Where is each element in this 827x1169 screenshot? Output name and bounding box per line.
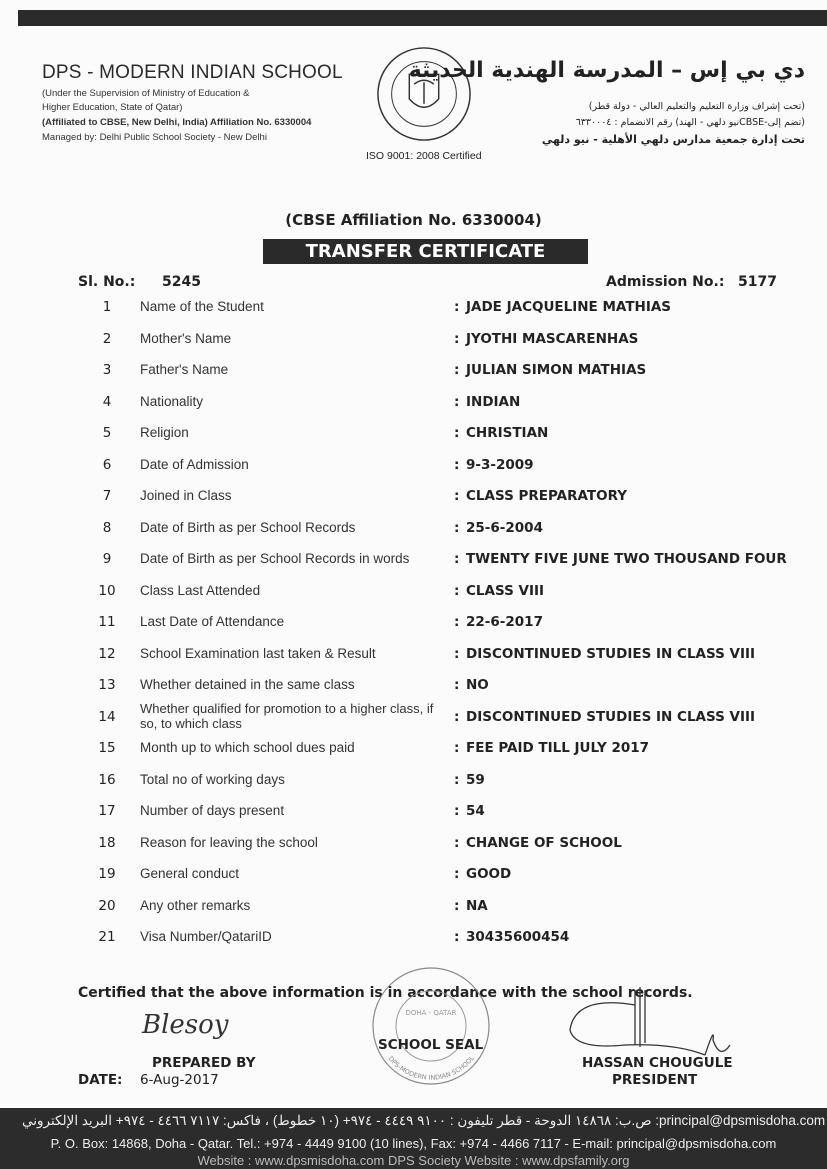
field-number: 2: [102, 330, 112, 347]
field-value: NO: [466, 677, 489, 693]
field-number: 20: [98, 897, 116, 914]
certification-statement: Certified that the above information is in accordance with the school records.: [78, 985, 693, 1001]
field-number: 21: [98, 929, 116, 945]
header-affiliation-line: (Affiliated to CBSE, New Delhi, India) Affiliation No. 6330004: [42, 117, 312, 128]
arabic-sub-line: (تضم إلى-CBSEنيو دلهي - الهند) رقم الانضمام : ٦٣٣٠٠٠٤: [575, 117, 805, 128]
field-label: Religion: [140, 425, 189, 440]
field-label: Any other remarks: [140, 897, 251, 913]
field-label: Reason for leaving the school: [140, 834, 318, 850]
field-value: 9-3-2009: [466, 456, 534, 473]
arabic-sub-line: (تحت إشراف وزارة التعليم والتعليم العالي - دولة قطر): [588, 101, 805, 112]
field-label: Mother's Name: [140, 330, 232, 346]
field-number: 17: [98, 803, 116, 819]
field-row: [0, 425, 827, 456]
field-row: [0, 551, 827, 582]
field-number: 10: [98, 582, 116, 599]
field-row: [0, 299, 827, 330]
field-label: Father's Name: [140, 362, 229, 377]
field-number: 6: [102, 456, 112, 473]
field-row: [0, 520, 827, 551]
field-value: 59: [466, 771, 485, 788]
field-label: Date of Birth as per School Records in words: [140, 551, 410, 566]
school-seal-label: SCHOOL SEAL: [378, 1037, 484, 1053]
field-colon: :: [454, 299, 460, 315]
president-name: HASSAN CHOUGULE: [582, 1055, 733, 1071]
field-number: 12: [98, 645, 116, 662]
field-colon: :: [454, 425, 460, 441]
field-row: [0, 331, 827, 362]
field-colon: :: [454, 677, 460, 693]
field-number: 19: [98, 866, 116, 882]
field-row: [0, 835, 827, 866]
field-value: GOOD: [466, 866, 512, 882]
field-colon: :: [454, 834, 460, 851]
field-colon: :: [454, 551, 460, 567]
field-value: CLASS VIII: [466, 582, 545, 599]
field-colon: :: [454, 393, 460, 410]
iso-certification: ISO 9001: 2008 Certified: [366, 150, 482, 162]
field-label: Whether detained in the same class: [140, 677, 355, 692]
field-label: School Examination last taken & Result: [140, 645, 376, 661]
field-colon: :: [454, 897, 460, 914]
seal-ring-text: DPS-MODERN INDIAN SCHOOL: [386, 1054, 476, 1082]
serial-number-label: Sl. No.:: [78, 274, 136, 290]
field-label: Date of Admission: [140, 456, 249, 472]
field-colon: :: [454, 740, 460, 756]
president-label: PRESIDENT: [612, 1072, 698, 1088]
field-colon: :: [454, 614, 460, 630]
field-number: 8: [102, 519, 112, 536]
header-sub-line: (Under the Supervision of Ministry of Education &: [42, 88, 250, 99]
field-value: 30435600454: [466, 929, 570, 945]
field-colon: :: [454, 330, 460, 347]
field-row: [0, 700, 827, 740]
field-label: Nationality: [140, 393, 204, 409]
field-number: 1: [102, 299, 112, 315]
school-seal-stamp: [370, 965, 492, 1087]
field-number: 5: [102, 425, 112, 441]
field-row: [0, 394, 827, 425]
arabic-sub-line: تحت إدارة جمعية مدارس دلهي الأهلية - نيو دلهي: [541, 133, 805, 146]
footer-websites: Website : www.dpsmisdoha.com DPS Society Website : www.dpsfamily.org: [197, 1153, 630, 1168]
field-row: [0, 740, 827, 771]
field-colon: :: [454, 803, 460, 819]
field-number: 3: [102, 362, 112, 378]
president-signature: [565, 985, 745, 1065]
field-number: 9: [102, 551, 112, 567]
field-value: 54: [466, 803, 485, 819]
field-colon: :: [454, 456, 460, 473]
prepared-by-signature: Blesoy: [142, 1010, 229, 1040]
field-colon: :: [454, 519, 460, 536]
field-value: DISCONTINUED STUDIES IN CLASS VIII: [466, 645, 756, 662]
field-number: 7: [102, 488, 112, 504]
serial-number-value: 5245: [162, 274, 201, 290]
field-label: Whether qualified for promotion to a higher class, if so, to which class: [140, 700, 434, 731]
field-value: 25-6-2004: [466, 519, 543, 536]
field-row: [0, 898, 827, 929]
field-row: [0, 803, 827, 834]
header-managed-line: Managed by: Delhi Public School Society - New Delhi: [42, 132, 267, 143]
document-title: TRANSFER CERTIFICATE: [263, 239, 588, 264]
footer-english-contact: P. O. Box: 14868, Doha - Qatar. Tel.: +974 - 4449 9100 (10 lines), Fax: +974 - 4466 7117 - E-mail: principal@dpsmisdoha.com: [50, 1136, 777, 1151]
date-label: DATE:: [78, 1072, 123, 1088]
field-row: [0, 929, 827, 960]
field-value: CHANGE OF SCHOOL: [466, 834, 622, 851]
field-value: CLASS PREPARATORY: [466, 488, 628, 504]
school-name: DPS - MODERN INDIAN SCHOOL: [42, 62, 343, 83]
field-value: JYOTHI MASCARENHAS: [466, 330, 639, 347]
field-colon: :: [454, 488, 460, 504]
field-row: [0, 614, 827, 645]
header-sub-line: Higher Education, State of Qatar): [42, 102, 183, 113]
field-row: [0, 646, 827, 677]
top-border-bar: [18, 10, 827, 26]
field-number: 4: [102, 393, 112, 410]
field-row: [0, 866, 827, 897]
seal-inner-text: DOHA - QATAR: [405, 1009, 457, 1017]
field-label: Total no of working days: [140, 771, 285, 787]
field-label: Month up to which school dues paid: [140, 740, 355, 755]
field-row: [0, 772, 827, 803]
field-label: Date of Birth as per School Records: [140, 519, 356, 535]
field-value: JADE JACQUELINE MATHIAS: [466, 299, 672, 315]
field-label: General conduct: [140, 866, 240, 881]
field-row: [0, 488, 827, 519]
field-colon: :: [454, 645, 460, 662]
footer-contact-bar: [0, 1108, 827, 1169]
arabic-school-name: دي بي إس – المدرسة الهندية الحديثة: [408, 58, 805, 83]
field-colon: :: [454, 771, 460, 788]
prepared-by-label: PREPARED BY: [152, 1055, 256, 1071]
field-value: JULIAN SIMON MATHIAS: [466, 362, 647, 378]
field-label: Last Date of Attendance: [140, 614, 285, 629]
field-label: Joined in Class: [140, 488, 232, 503]
cbse-affiliation: (CBSE Affiliation No. 6330004): [285, 211, 542, 229]
field-value: FEE PAID TILL JULY 2017: [466, 740, 650, 756]
field-value: CHRISTIAN: [466, 425, 549, 441]
footer-arabic-contact: ص.ب: ١٤٨٦٨ الدوحة - قطر تليفون : ٩١٠٠ ٤٤٤٩ - ٩٧٤+ (١٠ خطوط) ، فاكس: ٧١١٧ ٤٤٦٦ - ٩٧٤+ البريد الإلكتروني :principal@dpsmisdoha.com: [22, 1113, 826, 1128]
field-row: [0, 362, 827, 393]
field-colon: :: [454, 708, 460, 725]
field-label: Visa Number/QatariID: [140, 929, 272, 944]
field-colon: :: [454, 929, 460, 945]
date-value: 6-Aug-2017: [140, 1072, 219, 1088]
field-label: Number of days present: [140, 803, 285, 818]
field-value: INDIAN: [466, 393, 521, 410]
field-number: 16: [98, 771, 116, 788]
field-row: [0, 457, 827, 488]
field-label: Class Last Attended: [140, 582, 261, 598]
admission-number-value: 5177: [738, 274, 777, 290]
admission-number-label: Admission No.:: [606, 274, 725, 290]
field-label: Name of the Student: [140, 299, 264, 314]
field-number: 15: [98, 740, 116, 756]
field-number: 14: [98, 708, 116, 725]
field-number: 18: [98, 834, 116, 851]
field-colon: :: [454, 866, 460, 882]
field-colon: :: [454, 582, 460, 599]
field-value: 22-6-2017: [466, 614, 543, 630]
field-colon: :: [454, 362, 460, 378]
field-value: TWENTY FIVE JUNE TWO THOUSAND FOUR: [466, 551, 787, 567]
field-number: 13: [98, 677, 116, 693]
field-number: 11: [98, 614, 116, 630]
field-row: [0, 583, 827, 614]
field-value: DISCONTINUED STUDIES IN CLASS VIII: [466, 708, 756, 725]
field-value: NA: [466, 897, 488, 914]
